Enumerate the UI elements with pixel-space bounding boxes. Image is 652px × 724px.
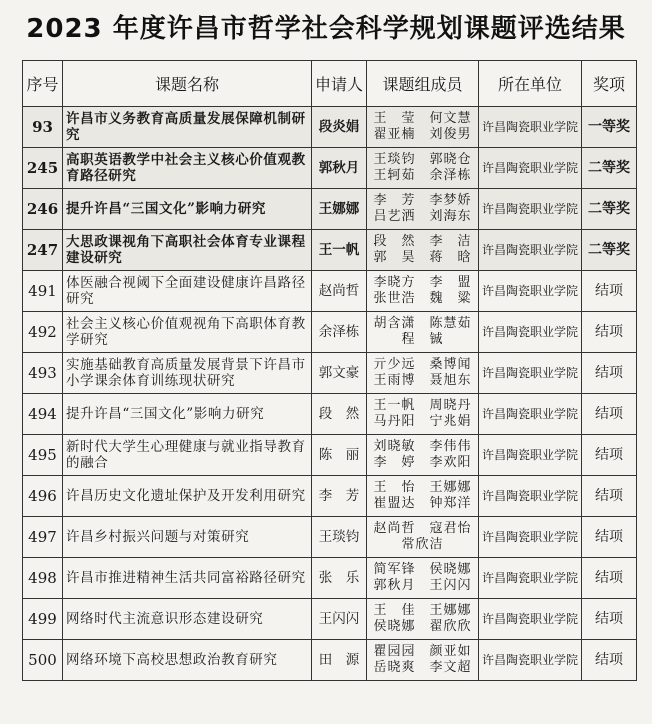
header-seq: 序号	[23, 61, 63, 107]
applicant-cell: 余泽栋	[312, 312, 367, 353]
member-line: 简军锋 侯晓娜	[373, 562, 472, 577]
member-line: 郭秋月 王闪闪	[373, 578, 472, 593]
member-line: 李晓方 李 盟	[373, 275, 472, 290]
members-cell	[367, 599, 479, 640]
table-row	[23, 640, 637, 681]
unit-cell: 许昌陶瓷职业学院	[479, 189, 582, 230]
table-row	[23, 271, 637, 312]
table-row	[23, 107, 637, 148]
members-cell	[367, 435, 479, 476]
applicant-cell: 郭文豪	[312, 353, 367, 394]
topic-title-cell: 许昌历史文化遗址保护及开发利用研究	[63, 476, 312, 517]
members-cell	[367, 476, 479, 517]
award-cell: 二等奖	[582, 189, 637, 230]
seq-cell: 494	[23, 394, 63, 435]
table-row	[23, 312, 637, 353]
topic-title-cell: 提升许昌“三国文化”影响力研究	[63, 394, 312, 435]
unit-cell: 许昌陶瓷职业学院	[479, 640, 582, 681]
award-cell: 结项	[582, 312, 637, 353]
table-row	[23, 148, 637, 189]
members-cell	[367, 558, 479, 599]
unit-cell: 许昌陶瓷职业学院	[479, 271, 582, 312]
award-cell: 结项	[582, 599, 637, 640]
unit-cell: 许昌陶瓷职业学院	[479, 558, 582, 599]
header-award: 奖项	[582, 61, 637, 107]
applicant-cell: 王闪闪	[312, 599, 367, 640]
topic-title-cell: 网络时代主流意识形态建设研究	[63, 599, 312, 640]
member-line: 王琰钧 郭晓仓	[373, 152, 472, 167]
applicant-cell: 李 芳	[312, 476, 367, 517]
table-row	[23, 599, 637, 640]
members-cell	[367, 312, 479, 353]
member-line: 岳晓爽 李文超	[373, 660, 472, 675]
applicant-cell: 郭秋月	[312, 148, 367, 189]
award-cell: 结项	[582, 394, 637, 435]
table-row	[23, 558, 637, 599]
topic-title-cell: 高职英语教学中社会主义核心价值观教育路径研究	[63, 148, 312, 189]
members-cell	[367, 394, 479, 435]
member-line: 王 怡 王娜娜	[373, 480, 472, 495]
member-line: 崔盟达 钟郑洋	[373, 496, 472, 511]
applicant-cell: 段 然	[312, 394, 367, 435]
table-header-row	[23, 61, 637, 107]
seq-cell: 247	[23, 230, 63, 271]
seq-cell: 500	[23, 640, 63, 681]
seq-cell: 492	[23, 312, 63, 353]
member-line: 翟亚楠 刘俊男	[373, 127, 472, 142]
applicant-cell: 段炎娟	[312, 107, 367, 148]
unit-cell: 许昌陶瓷职业学院	[479, 148, 582, 189]
seq-cell: 246	[23, 189, 63, 230]
award-cell: 结项	[582, 558, 637, 599]
unit-cell: 许昌陶瓷职业学院	[479, 599, 582, 640]
members-cell	[367, 271, 479, 312]
award-cell: 结项	[582, 353, 637, 394]
members-cell	[367, 640, 479, 681]
seq-cell: 491	[23, 271, 63, 312]
topic-title-cell: 社会主义核心价值观视角下高职体育教学研究	[63, 312, 312, 353]
unit-cell: 许昌陶瓷职业学院	[479, 517, 582, 558]
member-line: 吕艺洒 刘海东	[373, 209, 472, 224]
table-row	[23, 517, 637, 558]
table-row	[23, 230, 637, 271]
topic-title-cell: 许昌市义务教育高质量发展保障机制研究	[63, 107, 312, 148]
topic-title-cell: 实施基础教育高质量发展背景下许昌市小学课余体育训练现状研究	[63, 353, 312, 394]
award-cell: 一等奖	[582, 107, 637, 148]
applicant-cell: 张 乐	[312, 558, 367, 599]
award-cell: 结项	[582, 271, 637, 312]
seq-cell: 498	[23, 558, 63, 599]
member-line: 常欣洁	[401, 537, 444, 552]
member-line: 马丹阳 宁兆娟	[373, 414, 472, 429]
unit-cell: 许昌陶瓷职业学院	[479, 312, 582, 353]
members-cell	[367, 230, 479, 271]
award-cell: 结项	[582, 476, 637, 517]
seq-cell: 497	[23, 517, 63, 558]
topic-title-cell: 许昌市推进精神生活共同富裕路径研究	[63, 558, 312, 599]
award-cell: 结项	[582, 435, 637, 476]
award-cell: 二等奖	[582, 230, 637, 271]
members-cell	[367, 517, 479, 558]
table-row	[23, 476, 637, 517]
member-line: 程 铖	[401, 332, 444, 347]
members-cell	[367, 353, 479, 394]
member-line: 王 莹 何文慧	[373, 111, 472, 126]
members-cell	[367, 189, 479, 230]
seq-cell: 93	[23, 107, 63, 148]
table-body	[23, 107, 637, 681]
topic-title-cell: 提升许昌“三国文化”影响力研究	[63, 189, 312, 230]
header-unit: 所在单位	[479, 61, 582, 107]
applicant-cell: 王琰钧	[312, 517, 367, 558]
member-line: 李 芳 李梦娇	[373, 193, 472, 208]
seq-cell: 496	[23, 476, 63, 517]
header-title: 课题名称	[63, 61, 312, 107]
member-line: 王轲茹 余泽栋	[373, 168, 472, 183]
header-members: 课题组成员	[367, 61, 479, 107]
members-cell	[367, 107, 479, 148]
member-line: 王一帆 周晓丹	[373, 398, 472, 413]
table-row	[23, 353, 637, 394]
applicant-cell: 陈 丽	[312, 435, 367, 476]
topic-title-cell: 新时代大学生心理健康与就业指导教育的融合	[63, 435, 312, 476]
table-row	[23, 394, 637, 435]
page-title: 2023 年度许昌市哲学社会科学规划课题评选结果	[26, 14, 626, 44]
member-line: 郭 昊 蒋 晗	[373, 250, 472, 265]
header-applicant: 申请人	[312, 61, 367, 107]
results-table	[22, 60, 637, 681]
unit-cell: 许昌陶瓷职业学院	[479, 476, 582, 517]
member-line: 亓少远 桑博闻	[373, 357, 472, 372]
member-line: 侯晓娜 翟欣欣	[373, 619, 472, 634]
unit-cell: 许昌陶瓷职业学院	[479, 353, 582, 394]
member-line: 李 婷 李欢阳	[373, 455, 472, 470]
member-line: 王 佳 王娜娜	[373, 603, 472, 618]
table-row	[23, 189, 637, 230]
topic-title-cell: 体医融合视阈下全面建设健康许昌路径研究	[63, 271, 312, 312]
table-row	[23, 435, 637, 476]
member-line: 段 然 李 洁	[373, 234, 472, 249]
unit-cell: 许昌陶瓷职业学院	[479, 394, 582, 435]
applicant-cell: 赵尚哲	[312, 271, 367, 312]
applicant-cell: 田 源	[312, 640, 367, 681]
seq-cell: 495	[23, 435, 63, 476]
award-cell: 二等奖	[582, 148, 637, 189]
applicant-cell: 王娜娜	[312, 189, 367, 230]
members-cell	[367, 148, 479, 189]
topic-title-cell: 许昌乡村振兴问题与对策研究	[63, 517, 312, 558]
unit-cell: 许昌陶瓷职业学院	[479, 435, 582, 476]
topic-title-cell: 大思政课视角下高职社会体育专业课程建设研究	[63, 230, 312, 271]
unit-cell: 许昌陶瓷职业学院	[479, 230, 582, 271]
member-line: 赵尚哲 寇君怡	[373, 521, 472, 536]
member-line: 张世浩 魏 粱	[373, 291, 472, 306]
applicant-cell: 王一帆	[312, 230, 367, 271]
award-cell: 结项	[582, 517, 637, 558]
unit-cell: 许昌陶瓷职业学院	[479, 107, 582, 148]
member-line: 瞿园园 颜亚如	[373, 644, 472, 659]
seq-cell: 245	[23, 148, 63, 189]
topic-title-cell: 网络环境下高校思想政治教育研究	[63, 640, 312, 681]
seq-cell: 499	[23, 599, 63, 640]
member-line: 刘晓敏 李伟伟	[373, 439, 472, 454]
member-line: 王雨博 聂旭东	[373, 373, 472, 388]
seq-cell: 493	[23, 353, 63, 394]
member-line: 胡含潇 陈慧茹	[373, 316, 472, 331]
award-cell: 结项	[582, 640, 637, 681]
